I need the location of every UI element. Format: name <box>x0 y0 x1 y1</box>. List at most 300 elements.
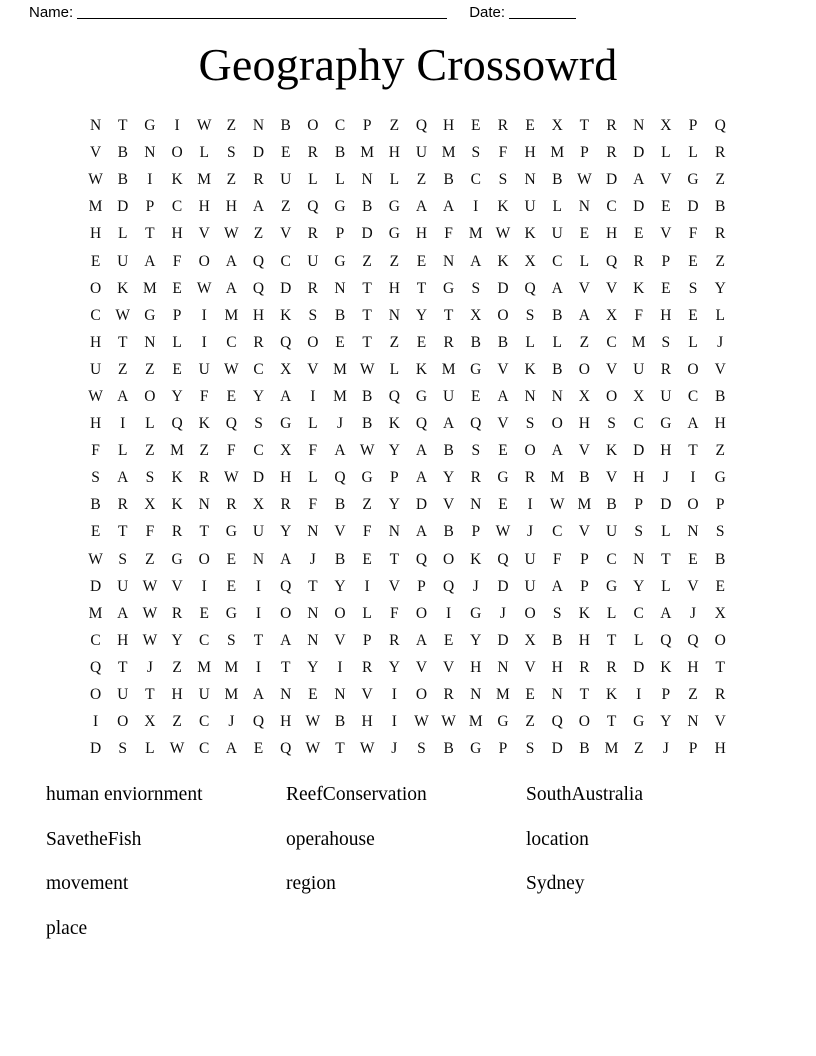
grid-letter[interactable]: G <box>171 550 183 568</box>
grid-letter[interactable]: R <box>579 658 590 676</box>
grid-letter[interactable]: J <box>662 740 669 758</box>
grid-letter[interactable]: N <box>307 523 319 541</box>
grid-letter[interactable]: X <box>144 713 156 731</box>
grid-letter[interactable]: C <box>253 360 264 378</box>
grid-letter[interactable]: S <box>661 333 671 351</box>
grid-letter[interactable]: R <box>633 252 644 270</box>
grid-letter[interactable]: S <box>688 279 698 297</box>
grid-letter[interactable]: L <box>552 333 562 351</box>
grid-letter[interactable]: N <box>144 333 156 351</box>
grid-letter[interactable]: F <box>227 442 236 460</box>
grid-letter[interactable]: U <box>198 686 210 704</box>
grid-letter[interactable]: Q <box>307 198 319 216</box>
grid-letter[interactable]: M <box>224 306 239 324</box>
grid-letter[interactable]: E <box>253 740 264 758</box>
grid-letter[interactable]: O <box>524 442 536 460</box>
grid-letter[interactable]: H <box>225 198 237 216</box>
grid-letter[interactable]: V <box>388 577 400 595</box>
grid-letter[interactable]: B <box>334 144 346 162</box>
grid-letter[interactable]: Z <box>199 442 209 460</box>
grid-letter[interactable]: A <box>551 442 563 460</box>
grid-letter[interactable]: K <box>605 442 618 460</box>
name-write-in-line[interactable] <box>77 5 447 19</box>
grid-letter[interactable]: G <box>388 225 400 243</box>
grid-letter[interactable]: H <box>415 225 428 243</box>
grid-letter[interactable]: P <box>172 306 182 324</box>
grid-letter[interactable]: K <box>280 306 292 324</box>
grid-letter[interactable]: O <box>578 713 590 731</box>
grid-letter[interactable]: I <box>147 171 153 189</box>
grid-letter[interactable]: S <box>227 144 236 162</box>
grid-letter[interactable]: D <box>280 279 292 297</box>
grid-letter[interactable]: R <box>715 225 726 243</box>
grid-letter[interactable]: H <box>388 144 400 162</box>
grid-letter[interactable]: P <box>471 523 481 541</box>
grid-letter[interactable]: V <box>171 577 183 595</box>
grid-letter[interactable]: Q <box>171 415 183 433</box>
grid-letter[interactable]: N <box>443 252 455 270</box>
grid-letter[interactable]: J <box>689 604 697 622</box>
grid-letter[interactable]: X <box>633 387 645 405</box>
grid-letter[interactable]: X <box>280 442 292 460</box>
grid-letter[interactable]: P <box>498 740 508 758</box>
grid-letter[interactable]: B <box>334 496 346 514</box>
grid-letter[interactable]: G <box>225 604 237 622</box>
grid-letter[interactable]: P <box>661 252 671 270</box>
grid-letter[interactable]: M <box>496 686 510 704</box>
grid-letter[interactable]: F <box>688 225 698 243</box>
grid-letter[interactable]: L <box>688 333 698 351</box>
grid-letter[interactable]: L <box>145 415 155 433</box>
grid-letter[interactable]: R <box>253 333 264 351</box>
grid-letter[interactable]: D <box>497 631 509 649</box>
grid-letter[interactable]: T <box>362 279 372 297</box>
grid-letter[interactable]: G <box>415 387 428 405</box>
grid-letter[interactable]: R <box>389 631 400 649</box>
grid-letter[interactable]: A <box>252 198 265 216</box>
grid-letter[interactable]: L <box>199 144 209 162</box>
grid-letter[interactable]: H <box>660 442 672 460</box>
grid-letter[interactable]: U <box>198 360 210 378</box>
grid-letter[interactable]: L <box>661 577 671 595</box>
grid-letter[interactable]: A <box>578 306 590 324</box>
grid-letter[interactable]: P <box>362 631 372 649</box>
grid-letter[interactable]: V <box>605 279 618 297</box>
grid-letter[interactable]: Y <box>171 387 183 405</box>
word-list-item[interactable]: operahouse <box>286 828 375 850</box>
grid-letter[interactable]: Q <box>334 469 346 487</box>
grid-letter[interactable]: W <box>577 171 592 189</box>
grid-letter[interactable]: L <box>552 198 562 216</box>
grid-letter[interactable]: I <box>690 469 696 487</box>
grid-letter[interactable]: F <box>389 604 399 622</box>
grid-letter[interactable]: A <box>280 631 292 649</box>
grid-letter[interactable]: U <box>605 523 618 541</box>
grid-letter[interactable]: X <box>578 387 590 405</box>
grid-letter[interactable]: T <box>416 279 427 297</box>
grid-letter[interactable]: Z <box>715 442 725 460</box>
grid-letter[interactable]: B <box>90 496 101 514</box>
grid-letter[interactable]: B <box>579 740 590 758</box>
grid-letter[interactable]: Z <box>280 198 291 216</box>
grid-letter[interactable]: W <box>441 713 456 731</box>
grid-letter[interactable]: Z <box>715 252 725 270</box>
grid-letter[interactable]: E <box>226 577 237 595</box>
grid-letter[interactable]: B <box>361 415 373 433</box>
grid-letter[interactable]: G <box>144 306 156 324</box>
grid-letter[interactable]: O <box>89 686 102 704</box>
grid-letter[interactable]: Z <box>362 496 372 514</box>
grid-letter[interactable]: G <box>470 604 482 622</box>
grid-letter[interactable]: N <box>497 658 509 676</box>
grid-letter[interactable]: G <box>497 469 509 487</box>
grid-letter[interactable]: A <box>252 686 265 704</box>
grid-letter[interactable]: Z <box>253 225 264 243</box>
grid-letter[interactable]: G <box>633 713 645 731</box>
grid-letter[interactable]: V <box>660 225 672 243</box>
grid-letter[interactable]: J <box>527 523 534 541</box>
grid-letter[interactable]: R <box>171 523 183 541</box>
grid-letter[interactable]: S <box>91 469 100 487</box>
grid-letter[interactable]: M <box>88 198 103 216</box>
grid-letter[interactable]: K <box>660 658 672 676</box>
grid-letter[interactable]: L <box>525 333 535 351</box>
grid-letter[interactable]: J <box>472 577 479 595</box>
grid-letter[interactable]: N <box>524 387 536 405</box>
grid-letter[interactable]: K <box>578 604 590 622</box>
grid-letter[interactable]: C <box>199 740 210 758</box>
grid-letter[interactable]: D <box>89 740 102 758</box>
grid-letter[interactable]: B <box>470 333 481 351</box>
grid-letter[interactable]: E <box>416 333 427 351</box>
grid-letter[interactable]: O <box>578 360 590 378</box>
grid-letter[interactable]: G <box>470 360 482 378</box>
grid-letter[interactable]: F <box>308 496 318 514</box>
grid-letter[interactable]: E <box>525 117 535 135</box>
grid-letter[interactable]: S <box>254 415 263 433</box>
grid-letter[interactable]: A <box>415 469 428 487</box>
grid-letter[interactable]: U <box>633 360 645 378</box>
grid-letter[interactable]: B <box>117 171 128 189</box>
grid-letter[interactable]: A <box>280 550 292 568</box>
grid-letter[interactable]: O <box>551 415 563 433</box>
grid-letter[interactable]: T <box>335 740 345 758</box>
grid-letter[interactable]: C <box>552 523 563 541</box>
grid-letter[interactable]: Q <box>280 333 292 351</box>
grid-letter[interactable]: D <box>633 658 645 676</box>
grid-letter[interactable]: T <box>199 523 209 541</box>
grid-letter[interactable]: O <box>714 631 726 649</box>
grid-letter[interactable]: Q <box>388 387 400 405</box>
grid-letter[interactable]: B <box>715 198 726 216</box>
grid-letter[interactable]: V <box>443 496 455 514</box>
grid-letter[interactable]: Y <box>633 577 645 595</box>
grid-letter[interactable]: M <box>142 279 157 297</box>
grid-letter[interactable]: O <box>443 550 455 568</box>
grid-letter[interactable]: I <box>92 713 99 731</box>
grid-letter[interactable]: Q <box>497 550 509 568</box>
grid-letter[interactable]: E <box>362 550 372 568</box>
grid-letter[interactable]: C <box>606 333 617 351</box>
grid-letter[interactable]: G <box>280 415 292 433</box>
grid-letter[interactable]: C <box>199 713 210 731</box>
grid-letter[interactable]: C <box>606 198 617 216</box>
grid-letter[interactable]: P <box>580 550 589 568</box>
grid-letter[interactable]: A <box>660 604 672 622</box>
grid-letter[interactable]: P <box>661 686 671 704</box>
grid-letter[interactable]: V <box>687 577 699 595</box>
grid-letter[interactable]: B <box>443 171 454 189</box>
grid-letter[interactable]: W <box>224 360 239 378</box>
grid-letter[interactable]: N <box>470 686 482 704</box>
grid-letter[interactable]: K <box>117 279 129 297</box>
grid-letter[interactable]: N <box>388 306 400 324</box>
grid-letter[interactable]: D <box>497 577 509 595</box>
grid-letter[interactable]: Q <box>470 415 482 433</box>
grid-letter[interactable]: D <box>361 225 373 243</box>
grid-letter[interactable]: Q <box>252 252 265 270</box>
grid-letter[interactable]: F <box>552 550 562 568</box>
grid-letter[interactable]: L <box>389 360 400 378</box>
grid-letter[interactable]: R <box>443 686 454 704</box>
grid-letter[interactable]: W <box>196 117 212 135</box>
grid-letter[interactable]: R <box>117 496 128 514</box>
grid-letter[interactable]: V <box>578 279 590 297</box>
grid-letter[interactable]: I <box>174 117 180 135</box>
grid-letter[interactable]: A <box>415 631 428 649</box>
grid-letter[interactable]: R <box>606 117 617 135</box>
grid-letter[interactable]: D <box>687 198 699 216</box>
grid-letter[interactable]: T <box>118 333 128 351</box>
grid-letter[interactable]: W <box>359 360 375 378</box>
grid-letter[interactable]: C <box>90 631 101 649</box>
grid-letter[interactable]: C <box>687 387 699 405</box>
grid-letter[interactable]: G <box>225 523 237 541</box>
grid-letter[interactable]: S <box>525 306 535 324</box>
grid-letter[interactable]: U <box>660 387 672 405</box>
grid-letter[interactable]: D <box>497 279 509 297</box>
grid-letter[interactable]: H <box>361 713 373 731</box>
grid-letter[interactable]: Q <box>89 658 102 676</box>
grid-letter[interactable]: Y <box>388 496 400 514</box>
grid-letter[interactable]: Q <box>415 550 428 568</box>
grid-letter[interactable]: E <box>172 279 182 297</box>
grid-letter[interactable]: K <box>198 415 210 433</box>
grid-letter[interactable]: A <box>117 604 129 622</box>
grid-letter[interactable]: K <box>171 171 183 189</box>
grid-letter[interactable]: L <box>308 171 318 189</box>
grid-letter[interactable]: Q <box>280 740 292 758</box>
grid-letter[interactable]: L <box>606 604 617 622</box>
grid-letter[interactable]: O <box>497 306 509 324</box>
grid-letter[interactable]: C <box>253 442 264 460</box>
grid-letter[interactable]: V <box>280 225 292 243</box>
grid-letter[interactable]: G <box>687 171 699 189</box>
grid-letter[interactable]: W <box>88 171 103 189</box>
grid-letter[interactable]: S <box>471 442 481 460</box>
grid-letter[interactable]: Q <box>714 117 726 135</box>
grid-letter[interactable]: C <box>90 306 101 324</box>
grid-letter[interactable]: D <box>660 496 672 514</box>
grid-letter[interactable]: U <box>524 198 536 216</box>
grid-letter[interactable]: F <box>634 306 644 324</box>
grid-letter[interactable]: R <box>470 469 481 487</box>
grid-letter[interactable]: J <box>309 550 316 568</box>
grid-letter[interactable]: E <box>172 360 182 378</box>
grid-letter[interactable]: D <box>633 144 645 162</box>
grid-letter[interactable]: J <box>717 333 724 351</box>
grid-letter[interactable]: P <box>580 577 589 595</box>
grid-letter[interactable]: M <box>604 740 619 758</box>
grid-letter[interactable]: R <box>606 658 617 676</box>
grid-letter[interactable]: V <box>660 171 672 189</box>
grid-letter[interactable]: M <box>468 225 483 243</box>
grid-letter[interactable]: B <box>552 631 563 649</box>
grid-letter[interactable]: R <box>226 496 237 514</box>
grid-letter[interactable]: O <box>524 604 536 622</box>
grid-letter[interactable]: L <box>688 144 698 162</box>
grid-letter[interactable]: X <box>144 496 156 514</box>
grid-letter[interactable]: T <box>362 306 372 324</box>
grid-letter[interactable]: B <box>443 523 454 541</box>
grid-letter[interactable]: A <box>280 387 292 405</box>
grid-letter[interactable]: L <box>145 740 155 758</box>
grid-letter[interactable]: O <box>307 333 319 351</box>
grid-letter[interactable]: S <box>308 306 318 324</box>
grid-letter[interactable]: H <box>89 415 102 433</box>
grid-letter[interactable]: J <box>662 469 669 487</box>
grid-letter[interactable]: U <box>89 360 102 378</box>
grid-letter[interactable]: V <box>443 658 455 676</box>
grid-letter[interactable]: M <box>468 713 483 731</box>
grid-letter[interactable]: W <box>88 387 103 405</box>
grid-letter[interactable]: W <box>305 713 321 731</box>
grid-letter[interactable]: M <box>360 144 375 162</box>
grid-letter[interactable]: Z <box>715 171 725 189</box>
grid-letter[interactable]: R <box>307 225 318 243</box>
grid-letter[interactable]: K <box>497 198 509 216</box>
grid-letter[interactable]: E <box>308 686 318 704</box>
grid-letter[interactable]: R <box>361 658 373 676</box>
grid-letter[interactable]: E <box>280 144 291 162</box>
grid-letter[interactable]: H <box>551 658 563 676</box>
grid-letter[interactable]: V <box>605 360 618 378</box>
grid-letter[interactable]: B <box>361 198 373 216</box>
grid-letter[interactable]: E <box>335 333 345 351</box>
grid-letter[interactable]: C <box>199 631 210 649</box>
grid-letter[interactable]: A <box>443 415 455 433</box>
grid-letter[interactable]: L <box>308 415 318 433</box>
grid-letter[interactable]: S <box>634 523 644 541</box>
grid-letter[interactable]: J <box>499 604 506 622</box>
grid-letter[interactable]: L <box>118 442 128 460</box>
grid-letter[interactable]: A <box>415 198 428 216</box>
grid-letter[interactable]: C <box>334 117 346 135</box>
grid-letter[interactable]: U <box>117 577 129 595</box>
grid-letter[interactable]: O <box>198 252 210 270</box>
grid-letter[interactable]: G <box>443 279 455 297</box>
grid-letter[interactable]: N <box>89 117 102 135</box>
grid-letter[interactable]: G <box>605 577 618 595</box>
grid-letter[interactable]: I <box>337 658 343 676</box>
grid-letter[interactable]: V <box>334 523 346 541</box>
grid-letter[interactable]: R <box>171 604 183 622</box>
word-list-item[interactable]: SavetheFish <box>46 828 142 850</box>
grid-letter[interactable]: C <box>552 252 563 270</box>
grid-letter[interactable]: U <box>443 387 455 405</box>
grid-letter[interactable]: X <box>605 306 618 324</box>
grid-letter[interactable]: K <box>524 360 536 378</box>
grid-letter[interactable]: S <box>607 415 616 433</box>
grid-letter[interactable]: I <box>255 577 262 595</box>
grid-letter[interactable]: Y <box>470 631 482 649</box>
grid-letter[interactable]: M <box>631 333 646 351</box>
grid-letter[interactable]: H <box>252 306 265 324</box>
grid-letter[interactable]: N <box>633 117 645 135</box>
grid-letter[interactable]: O <box>171 144 183 162</box>
grid-letter[interactable]: O <box>144 387 156 405</box>
grid-letter[interactable]: F <box>145 523 155 541</box>
grid-letter[interactable]: O <box>89 279 102 297</box>
grid-letter[interactable]: K <box>470 550 482 568</box>
grid-letter[interactable]: R <box>606 144 617 162</box>
grid-letter[interactable]: F <box>308 442 318 460</box>
grid-letter[interactable]: Q <box>252 279 265 297</box>
grid-letter[interactable]: L <box>661 523 671 541</box>
grid-letter[interactable]: R <box>307 144 318 162</box>
grid-letter[interactable]: A <box>144 252 156 270</box>
grid-letter[interactable]: B <box>715 387 726 405</box>
grid-letter[interactable]: N <box>280 686 292 704</box>
grid-letter[interactable]: L <box>335 171 345 189</box>
grid-letter[interactable]: Y <box>443 469 455 487</box>
grid-letter[interactable]: X <box>660 117 672 135</box>
grid-letter[interactable]: Z <box>362 252 372 270</box>
grid-letter[interactable]: H <box>280 713 292 731</box>
grid-letter[interactable]: V <box>714 713 726 731</box>
grid-letter[interactable]: J <box>146 658 153 676</box>
grid-letter[interactable]: I <box>255 604 262 622</box>
word-list-item[interactable]: Sydney <box>526 873 585 894</box>
grid-letter[interactable]: G <box>470 740 482 758</box>
grid-letter[interactable]: E <box>525 686 535 704</box>
grid-letter[interactable]: H <box>578 631 590 649</box>
grid-letter[interactable]: D <box>551 740 563 758</box>
grid-letter[interactable]: V <box>307 360 319 378</box>
grid-letter[interactable]: Z <box>172 713 182 731</box>
grid-letter[interactable]: Z <box>688 686 698 704</box>
grid-letter[interactable]: T <box>118 658 128 676</box>
grid-letter[interactable]: D <box>415 496 428 514</box>
grid-letter[interactable]: Q <box>687 631 699 649</box>
grid-letter[interactable]: A <box>225 279 237 297</box>
grid-letter[interactable]: Y <box>280 523 292 541</box>
grid-letter[interactable]: N <box>307 631 319 649</box>
grid-letter[interactable]: F <box>199 387 209 405</box>
grid-letter[interactable]: E <box>471 387 481 405</box>
grid-letter[interactable]: F <box>91 442 100 460</box>
grid-letter[interactable]: Q <box>415 415 428 433</box>
grid-letter[interactable]: Y <box>334 577 346 595</box>
word-list-item[interactable]: human enviornment <box>46 784 203 805</box>
grid-letter[interactable]: H <box>280 469 292 487</box>
grid-letter[interactable]: L <box>118 225 128 243</box>
grid-letter[interactable]: L <box>715 306 725 324</box>
grid-letter[interactable]: V <box>497 415 509 433</box>
grid-letter[interactable]: D <box>605 171 618 189</box>
grid-letter[interactable]: C <box>171 198 183 216</box>
grid-letter[interactable]: B <box>552 360 563 378</box>
